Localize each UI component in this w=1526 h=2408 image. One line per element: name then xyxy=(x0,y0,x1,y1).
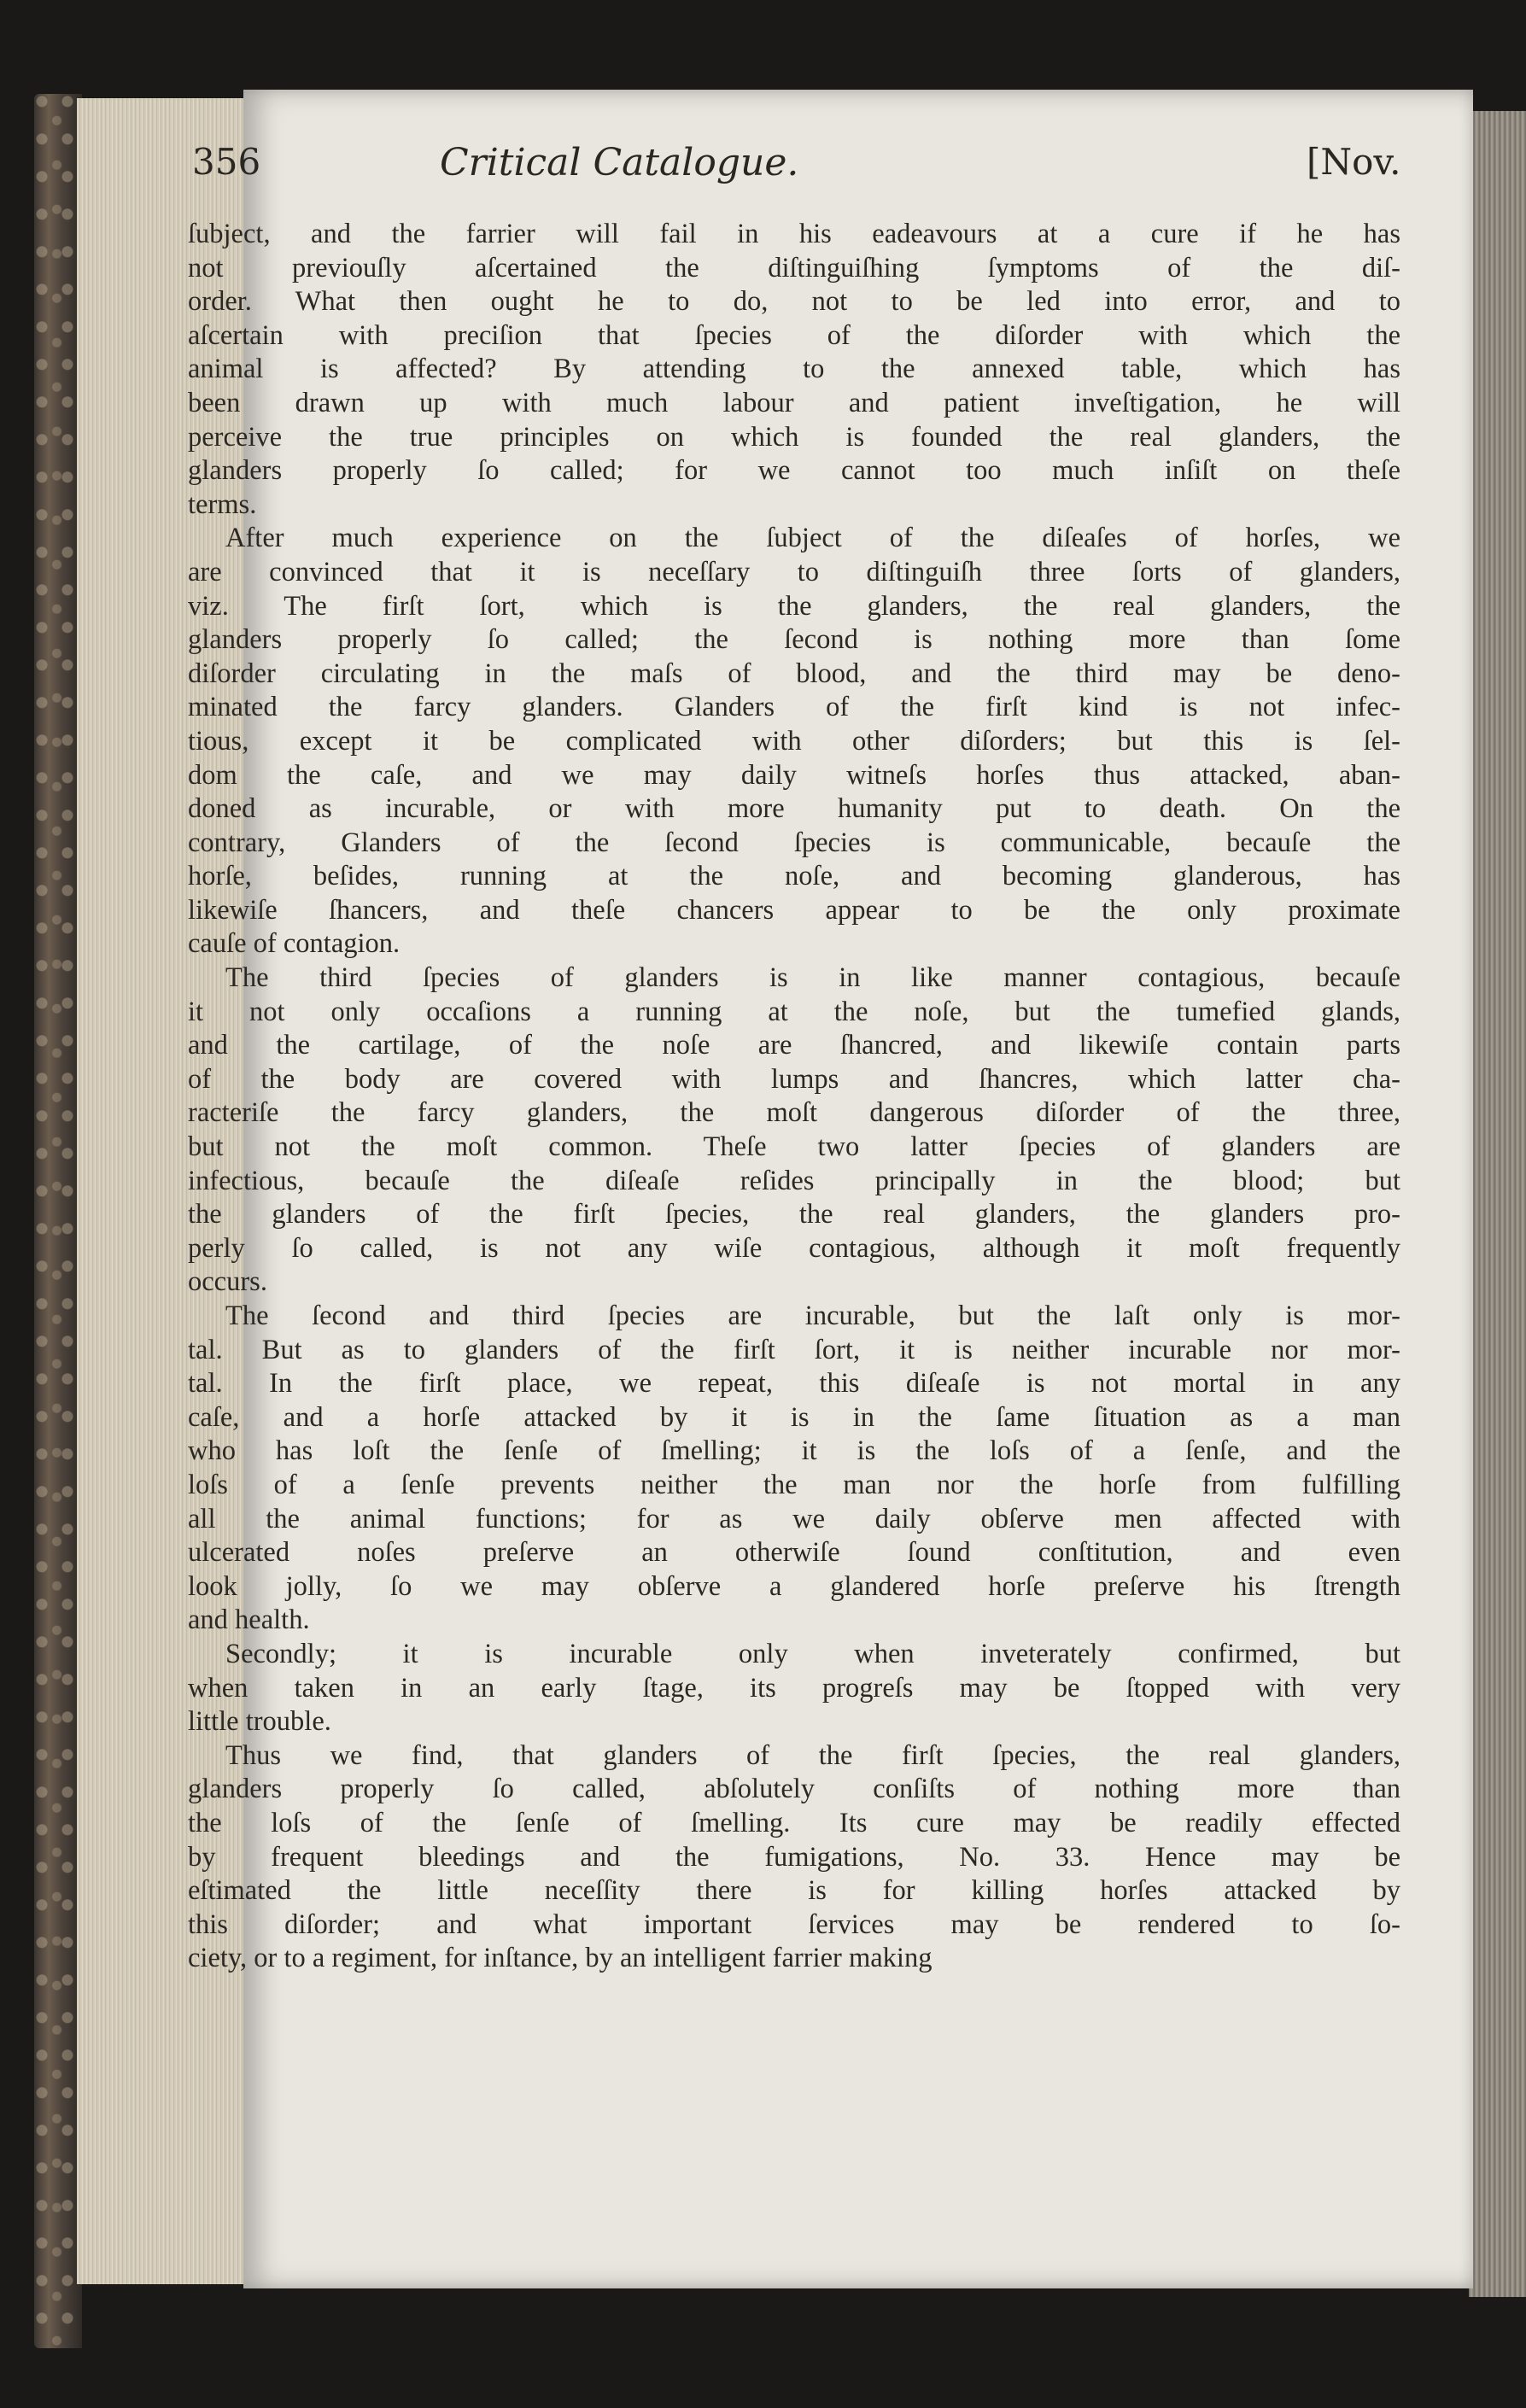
text-line: are convinced that it is neceſſary to diſtinguiſh three ſorts of glanders, xyxy=(188,556,1400,587)
text-line: little trouble. xyxy=(188,1706,331,1738)
text-line: glanders properly ſo called; the ſecond is nothing more than ſome xyxy=(188,624,1400,656)
text-line: cauſe of contagion. xyxy=(188,928,401,960)
marbled-cover-edge xyxy=(34,94,82,2348)
text-line: tal. In the firſt place, we repeat, this diſeaſe is not mortal in any xyxy=(188,1368,1400,1400)
page-number: 356 xyxy=(192,141,261,183)
page-edges-right xyxy=(1469,111,1526,2297)
text-line: The third ſpecies of glanders is in like manner contagious, becauſe xyxy=(225,962,1400,994)
text-line: After much experience on the ſubject of the diſeaſes of horſes, we xyxy=(225,523,1400,554)
paragraph xyxy=(188,1300,1400,1638)
text-line: occurs. xyxy=(188,1266,267,1298)
running-header xyxy=(192,141,1405,209)
paragraph xyxy=(188,522,1400,961)
text-line: ciety, or to a regiment, for inſtance, by an intelligent farrier making xyxy=(188,1943,933,1974)
text-line: this diſorder; and what important ſervices may be rendered to ſo- xyxy=(188,1908,1400,1940)
text-line: glanders properly ſo called, abſolutely conſiſts of nothing more than xyxy=(188,1774,1400,1805)
text-line: perceive the true principles on which is founded the real glanders, the xyxy=(188,421,1400,453)
text-line: terms. xyxy=(188,488,257,520)
text-line: and the cartilage, of the noſe are ſhancred, and likewiſe contain parts xyxy=(188,1030,1400,1061)
text-line: caſe, and a horſe attacked by it is in the ſame ſituation as a man xyxy=(188,1401,1400,1433)
text-line: viz. The firſt ſort, which is the glanders, the real glanders, the xyxy=(188,590,1400,622)
text-line: ſubject, and the farrier will fail in his eadeavours at a cure if he has xyxy=(188,219,1400,249)
text-line: been drawn up with much labour and patient inveſtigation, he will xyxy=(188,387,1400,418)
text-line: not previouſly aſcertained the diſtinguiſhing ſymptoms of the diſ- xyxy=(188,252,1400,283)
paragraph xyxy=(188,961,1400,1300)
text-line: glanders properly ſo called; for we cannot too much inſiſt on theſe xyxy=(188,455,1400,487)
text-line: of the body are covered with lumps and ſhancres, which latter cha- xyxy=(188,1063,1400,1095)
text-line: all the animal functions; for as we daily obſerve men affected with xyxy=(188,1503,1400,1534)
text-line: eſtimated the little neceſſity there is for killing horſes attacked by xyxy=(188,1875,1400,1907)
running-month: [Nov. xyxy=(1307,141,1401,183)
text-line: the loſs of the ſenſe of ſmelling. Its cure may be readily effected xyxy=(188,1807,1400,1838)
text-line: perly ſo called, is not any wiſe contagious, although it moſt frequently xyxy=(188,1232,1400,1264)
text-line: aſcertain with preciſion that ſpecies of the diſorder with which the xyxy=(188,319,1400,351)
paragraph xyxy=(188,1638,1400,1739)
text-line: and health. xyxy=(188,1604,310,1636)
text-line: diſorder circulating in the maſs of blood, and the third may be deno- xyxy=(188,658,1400,689)
text-line: likewiſe ſhancers, and theſe chancers appear to be the only proximate xyxy=(188,894,1400,926)
text-line: Thus we find, that glanders of the firſt ſpecies, the real glanders, xyxy=(225,1739,1400,1771)
text-line: it not only occaſions a running at the noſe, but the tumefied glands, xyxy=(188,996,1400,1027)
paragraph xyxy=(188,218,1400,522)
text-line: tious, except it be complicated with other diſorders; but this is ſel- xyxy=(188,725,1400,757)
text-line: who has loſt the ſenſe of ſmelling; it is the loſs of a ſenſe, and the xyxy=(188,1435,1400,1467)
text-line: when taken in an early ſtage, its progreſs may be ſtopped with very xyxy=(188,1672,1400,1704)
text-line: infectious, becauſe the diſeaſe reſides principally in the blood; but xyxy=(188,1165,1400,1196)
text-line: horſe, beſides, running at the noſe, and becoming glanderous, has xyxy=(188,861,1400,892)
text-line: order. What then ought he to do, not to be led into error, and to xyxy=(188,286,1400,318)
running-title: Critical Catalogue. xyxy=(440,141,799,184)
text-line: the glanders of the firſt ſpecies, the real glanders, the glanders pro- xyxy=(188,1199,1400,1230)
text-line: dom the caſe, and we may daily witneſs horſes thus attacked, aban- xyxy=(188,759,1400,791)
paragraph xyxy=(188,1739,1400,1976)
text-line: minated the farcy glanders. Glanders of the firſt kind is not infec- xyxy=(188,692,1400,723)
text-line: The ſecond and third ſpecies are incurable, but the laſt only is mor- xyxy=(225,1300,1400,1331)
text-line: tal. But as to glanders of the firſt ſort, it is neither incurable nor mor- xyxy=(188,1334,1400,1365)
body-text xyxy=(188,218,1400,1976)
text-line: racteriſe the farcy glanders, the moſt dangerous diſorder of the three, xyxy=(188,1097,1400,1129)
text-line: loſs of a ſenſe prevents neither the man nor the horſe from fulfilling xyxy=(188,1469,1400,1500)
text-line: look jolly, ſo we may obſerve a glandered horſe preſerve his ſtrength xyxy=(188,1570,1400,1602)
text-line: Secondly; it is incurable only when inveterately confirmed, but xyxy=(225,1638,1400,1669)
text-line: but not the moſt common. Theſe two latter ſpecies of glanders are xyxy=(188,1131,1400,1163)
text-line: contrary, Glanders of the ſecond ſpecies is communicable, becauſe the xyxy=(188,827,1400,858)
text-line: animal is affected? By attending to the annexed table, which has xyxy=(188,354,1400,385)
text-line: doned as incurable, or with more humanity put to death. On the xyxy=(188,793,1400,825)
text-line: by frequent bleedings and the fumigations, No. 33. Hence may be xyxy=(188,1841,1400,1873)
text-line: ulcerated noſes preſerve an otherwiſe ſound conſtitution, and even xyxy=(188,1537,1400,1569)
